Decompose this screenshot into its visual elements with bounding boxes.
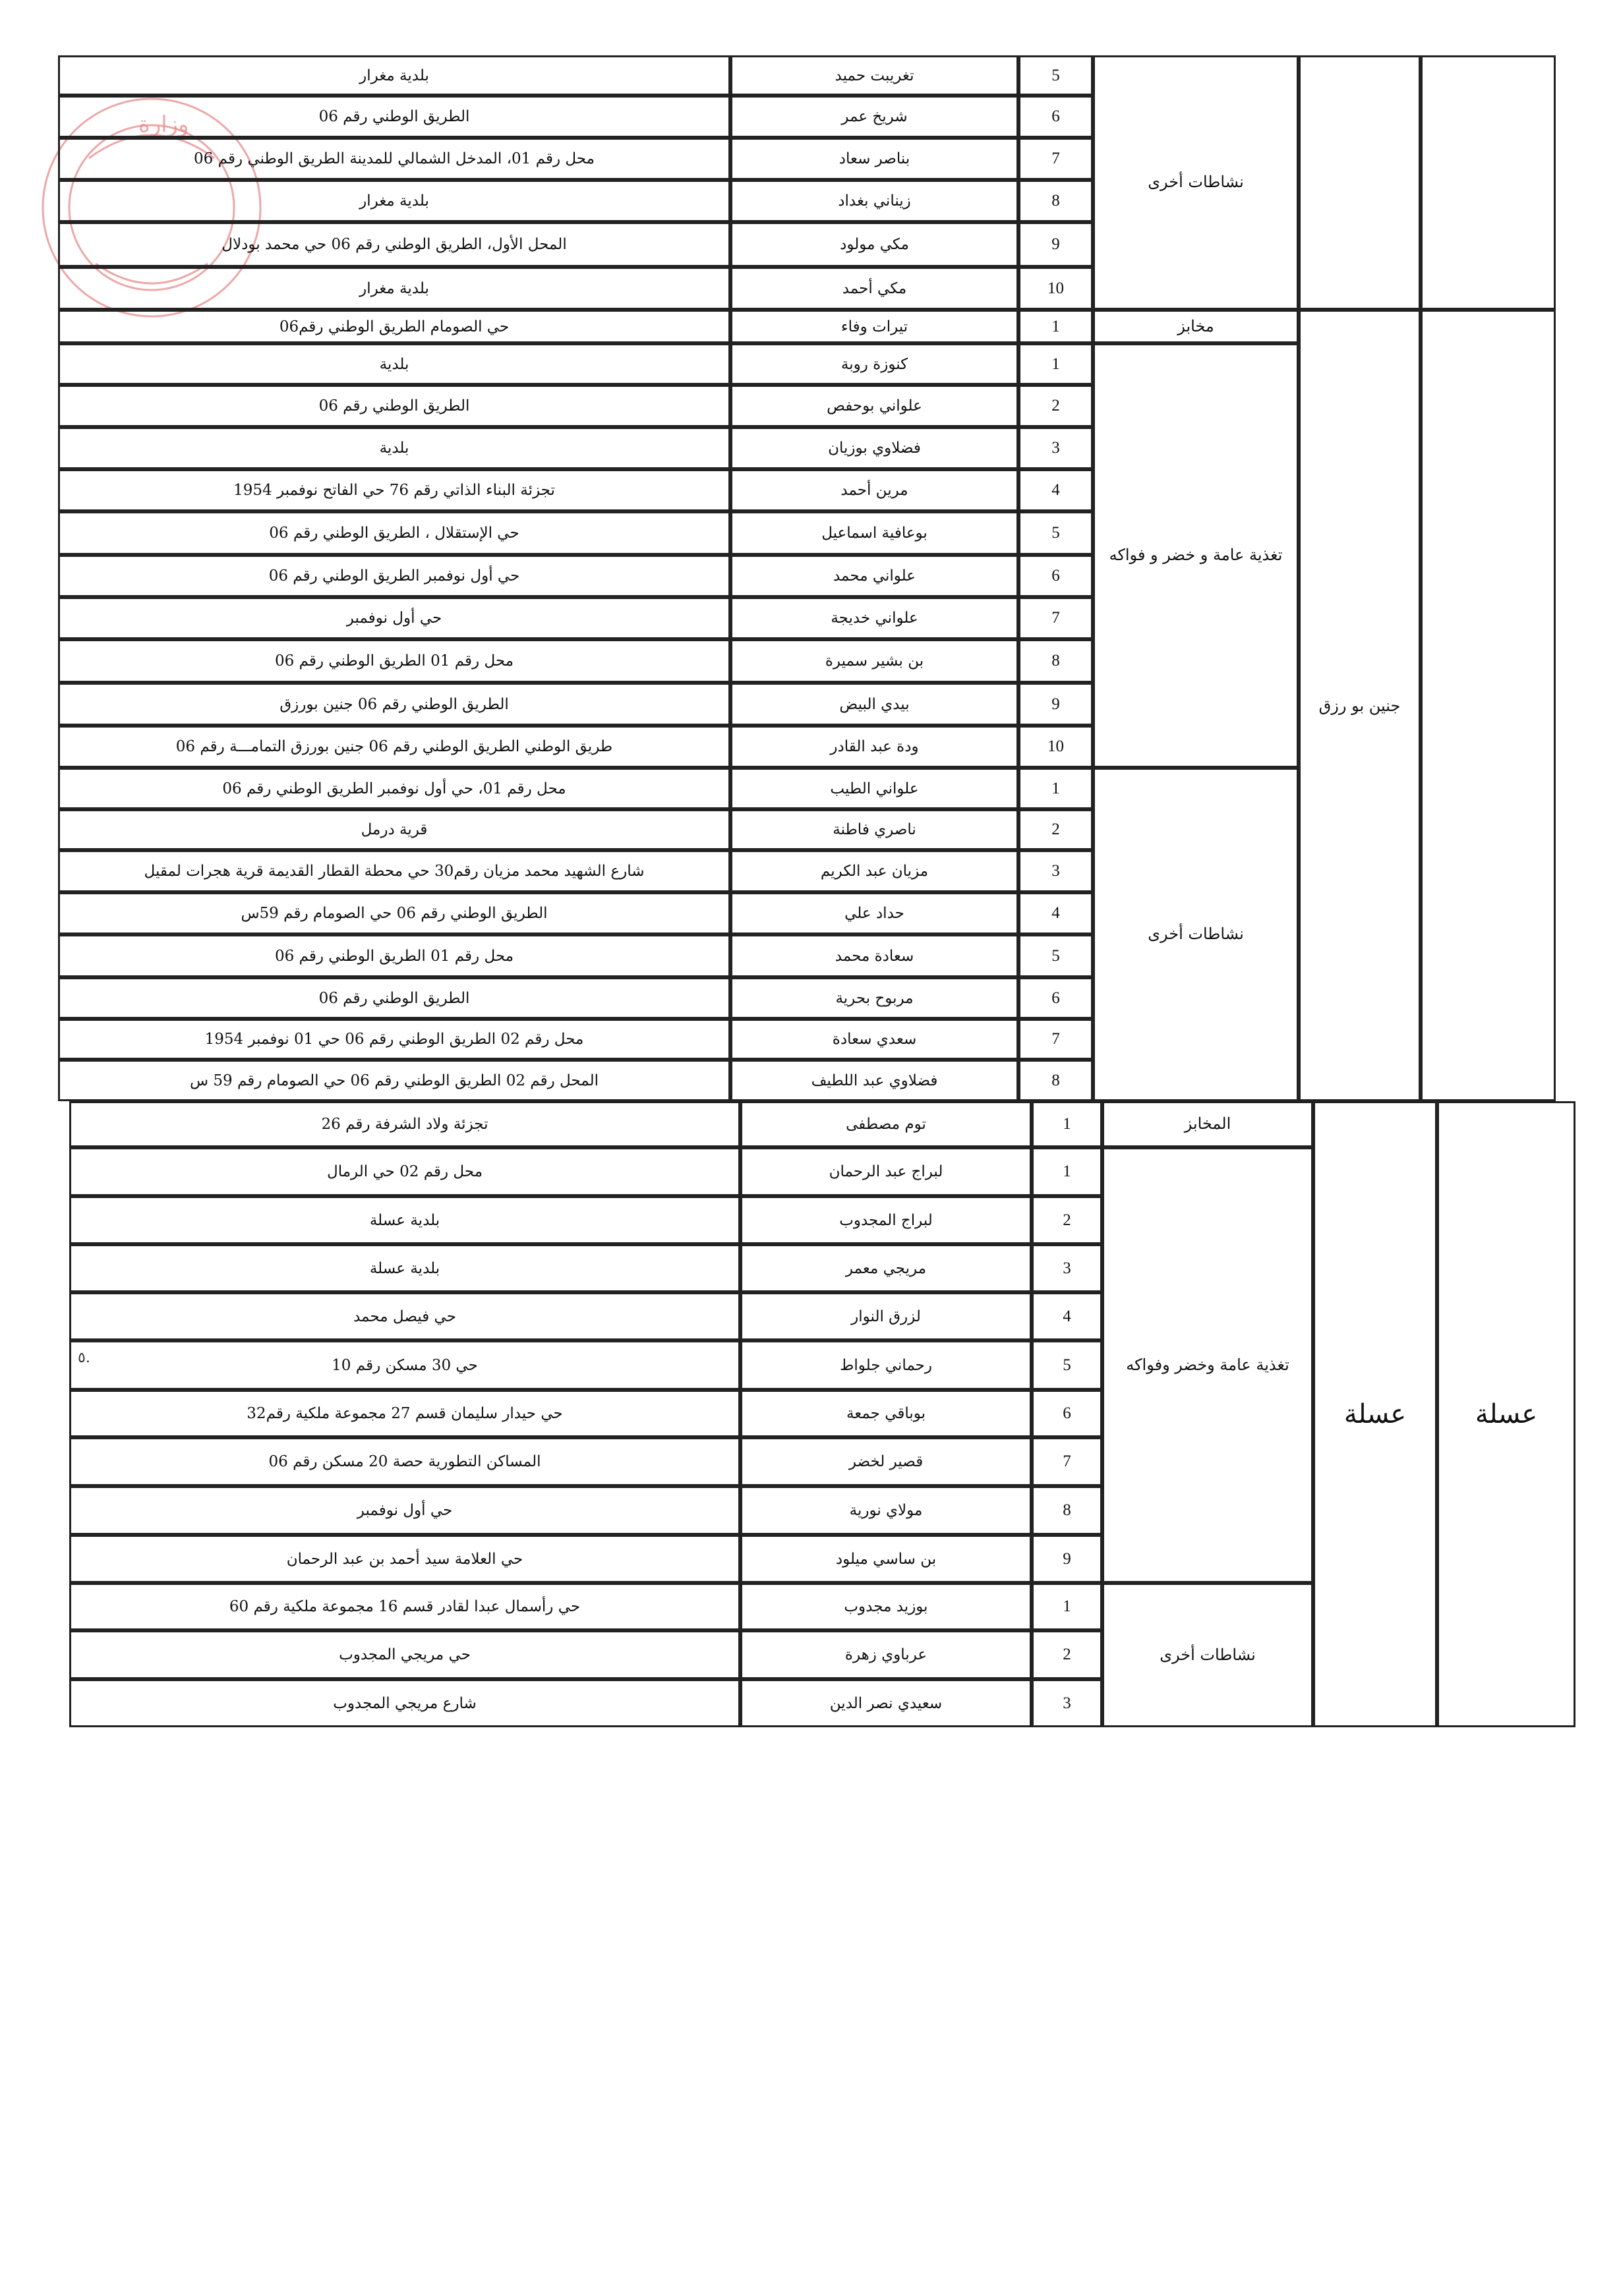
activity-cell [1093,343,1299,768]
row-address [58,934,730,977]
row-number [1018,639,1093,683]
row-name-text: لبراج المجدوب [839,1211,933,1229]
row-name-text: سعيدي نصر الدين [829,1694,943,1712]
row-number-text: 7 [1051,150,1060,167]
row-address [58,850,730,892]
activity-cell [1102,1147,1313,1583]
row-name [740,1437,1032,1486]
row-number-text: 5 [1051,946,1060,965]
row-number [1018,555,1093,597]
row-number [1018,511,1093,555]
row-number-text: 2 [1051,397,1060,415]
activity-cell [1093,55,1299,310]
row-name [730,222,1018,267]
row-name [730,809,1018,850]
row-number-text: 2 [1063,1211,1071,1229]
row-name [730,768,1018,809]
row-name-text: قصير لخضر [848,1453,924,1470]
row-name-text: مرين أحمد [840,482,908,499]
row-number [1018,683,1093,726]
row-number-text: 3 [1051,439,1060,457]
row-name [730,55,1018,96]
row-name [730,555,1018,597]
row-number [1018,310,1093,343]
row-name [730,310,1018,343]
row-number-text: 10 [1047,737,1064,755]
row-name [730,267,1018,310]
row-number [1032,1583,1102,1630]
activity-cell-text: تغذية عامة وخضر وفواكه [1126,1355,1289,1374]
row-name-text: مكي مولود [840,236,909,253]
lower-town-cell [1421,55,1556,310]
row-number [1018,138,1093,180]
row-name [730,511,1018,555]
row-address-text: حي 30 مسكن رقم 10 [332,1356,478,1374]
row-name-text: رحماني جلواط [840,1356,932,1374]
row-name-text: لبراج عبد الرحمان [829,1163,943,1180]
row-address [58,726,730,768]
row-address [69,1340,740,1390]
row-address [58,683,730,726]
row-name [730,427,1018,469]
row-address [58,597,730,639]
row-name [740,1292,1032,1340]
activity-cell-text: نشاطات أخرى [1148,925,1244,944]
activity-cell [1102,1583,1313,1727]
row-number-text: 1 [1063,1597,1071,1615]
row-name [730,639,1018,683]
row-number-text: 2 [1063,1646,1071,1663]
row-number-text: 5 [1051,66,1060,84]
row-number-text: 7 [1063,1452,1071,1470]
row-name-text: مزيان عبد الكريم [820,863,929,880]
row-address-text: محل رقم 01 الطريق الوطني رقم 06 [274,652,514,670]
row-number [1032,1244,1102,1292]
row-name-text: عرباوي زهرة [844,1646,927,1663]
row-name [730,892,1018,934]
row-name-text: علواني بوحفص [827,397,922,415]
row-number-text: 1 [1051,779,1060,797]
row-address-text: حي العلامة سيد أحمد بن عبد الرحمان [286,1550,523,1568]
row-address [58,55,730,96]
row-number [1032,1630,1102,1679]
row-number [1018,267,1093,310]
row-number-text: 6 [1051,989,1060,1007]
row-name-text: بناصر سعاد [839,150,910,167]
row-number-text: 9 [1063,1549,1071,1568]
row-number-text: 7 [1051,1030,1060,1048]
row-address-text: حي أول نوفمبر [357,1502,453,1519]
row-name [740,1340,1032,1390]
row-name-text: مولاي نورية [849,1502,923,1519]
row-name-text: سعادة محمد [835,947,914,965]
row-number [1018,469,1093,511]
activity-cell-text: مخابز [1177,316,1214,335]
row-number [1032,1437,1102,1486]
row-number-text: 3 [1063,1694,1071,1712]
row-address [69,1630,740,1679]
row-address [58,1060,730,1101]
row-address-text: بلدية عسلة [369,1211,440,1229]
row-name-text: تغريبت حميد [835,67,914,84]
town-cell [1313,1101,1437,1727]
row-name-text: مكي أحمد [842,279,907,297]
row-name [730,343,1018,385]
row-number-text: 2 [1051,820,1060,838]
row-address [69,1583,740,1630]
row-address-text: محل رقم 01، المدخل الشمالي للمدينة الطريق الوطني رقم 06 [194,150,595,167]
town-cell-text: جنين بو رزق [1318,696,1401,715]
margin-mark: ٥. [78,1350,90,1366]
row-name [730,934,1018,977]
row-number [1032,1486,1102,1535]
row-number-text: 6 [1051,107,1060,125]
activity-cell [1093,310,1299,343]
row-address [69,1244,740,1292]
row-address-text: حي فيصل محمد [353,1307,456,1325]
row-number-text: 5 [1051,524,1060,542]
row-name-text: توم مصطفى [846,1116,926,1133]
row-address [58,511,730,555]
row-address [58,555,730,597]
row-address-text: تجزئة ولاد الشرفة رقم 26 [321,1116,488,1133]
row-name [730,1060,1018,1101]
row-address [69,1101,740,1147]
row-number-text: 4 [1063,1307,1071,1325]
row-number [1018,597,1093,639]
row-address-text: شارع مريجي المجدوب [333,1694,477,1712]
row-name-text: ودة عبد القادر [830,738,919,755]
row-address [58,180,730,222]
row-address-text: حي أول نوفمبر [346,610,442,627]
row-address [58,222,730,267]
row-address-text: حي رأسمال عبدا لقادر قسم 16 مجموعة ملكية رقم 60 [229,1598,581,1615]
row-name [740,1147,1032,1196]
row-number-text: 8 [1051,192,1060,210]
row-number-text: 8 [1051,652,1060,670]
row-number [1018,222,1093,267]
row-name [730,683,1018,726]
row-name-text: بوعافية اسماعيل [821,525,927,542]
row-address-text: محل رقم 01 الطريق الوطني رقم 06 [274,947,514,965]
row-address [69,1437,740,1486]
activity-cell [1093,768,1299,1101]
activity-cell-text: المخابز [1184,1114,1231,1134]
row-name-text: مربوح بحرية [835,989,914,1007]
row-number [1032,1340,1102,1390]
row-number [1018,768,1093,809]
row-name-text: ناصري فاطنة [833,821,916,838]
town-cell-text: عسلة [1343,1399,1407,1429]
row-number-text: 3 [1063,1259,1071,1277]
row-number-text: 5 [1063,1356,1071,1374]
row-number [1018,892,1093,934]
row-address-text: المساكن التطورية حصة 20 مسكن رقم 06 [268,1453,541,1470]
row-number-text: 7 [1051,609,1060,627]
activity-cell-text: تغذية عامة و خضر و فواكه [1109,546,1283,565]
row-address-text: بلدية مغرار [359,279,429,297]
activity-cell [1102,1101,1313,1147]
row-address-text: الطريق الوطني رقم 06 حي الصومام رقم 59س [241,905,548,922]
row-number-text: 4 [1051,904,1060,922]
row-address-text: تجزئة البناء الذاتي رقم 76 حي الفاتح نوفمبر 1954 [233,482,555,499]
row-number [1018,977,1093,1019]
row-address-text: المحل الأول، الطريق الوطني رقم 06 حي محمد بودلال [221,236,567,253]
row-address-text: حي مريجي المجدوب [339,1646,471,1663]
row-address-text: حي حيدار سليمان قسم 27 مجموعة ملكية رقم32 [247,1405,563,1422]
row-name [740,1535,1032,1583]
row-number-text: 8 [1051,1071,1060,1089]
row-number-text: 10 [1047,279,1064,297]
row-number-text: 9 [1051,235,1060,253]
row-number [1032,1292,1102,1340]
row-name-text: حداد علي [844,905,904,922]
row-address-text: الطريق الوطني رقم 06 [318,989,470,1007]
row-address [58,892,730,934]
row-number [1032,1196,1102,1244]
row-address-text: حي الإستقلال ، الطريق الوطني رقم 06 [269,525,519,542]
row-address-text: محل رقم 01، حي أول نوفمبر الطريق الوطني رقم 06 [222,780,566,797]
row-name [730,96,1018,138]
row-address [69,1196,740,1244]
row-address [58,1019,730,1060]
row-name-text: زيناني بغداد [838,192,911,210]
row-address-text: بلدية [379,355,409,373]
row-number [1032,1147,1102,1196]
lower-town-cell [1421,310,1556,1101]
row-number [1018,809,1093,850]
row-number [1018,934,1093,977]
row-name-text: فضلاوي عبد اللطيف [811,1072,938,1089]
row-address-text: الطريق الوطني رقم 06 جنين بورزق [280,695,509,713]
row-address-text: محل رقم 02 حي الرمال [326,1163,483,1180]
row-number [1032,1390,1102,1437]
row-name [740,1486,1032,1535]
lower-town-cell-text: عسلة [1475,1399,1538,1429]
row-address [58,96,730,138]
row-name-text: مريجي معمر [845,1259,927,1277]
row-number [1032,1535,1102,1583]
row-name-text: فضلاوي بوزيان [828,440,921,457]
row-address-text: بلدية عسلة [369,1259,440,1277]
row-name-text: بيدي البيض [839,695,910,713]
row-name-text: سعدي سعادة [832,1031,917,1048]
row-address [58,639,730,683]
row-number [1018,427,1093,469]
row-name [730,726,1018,768]
row-name-text: تيرات وفاء [840,318,908,335]
row-address [69,1535,740,1583]
row-address-text: بلدية مغرار [359,192,429,210]
row-name-text: شريخ عمر [841,108,908,125]
row-number-text: 8 [1063,1501,1071,1519]
row-address [58,343,730,385]
row-number-text: 1 [1051,317,1060,335]
row-number [1018,55,1093,96]
row-address-text: قرية درمل [361,821,428,838]
row-number-text: 9 [1051,695,1060,713]
row-name [740,1390,1032,1437]
lower-town-cell [1437,1101,1575,1727]
row-number-text: 6 [1063,1404,1071,1422]
row-name-text: بن ساسي ميلود [835,1550,937,1568]
row-address-text: بلدية [379,440,409,457]
row-address-text: محل رقم 02 الطريق الوطني رقم 06 حي 01 نوفمبر 1954 [204,1031,584,1048]
row-name [740,1196,1032,1244]
row-name [740,1630,1032,1679]
row-address [58,768,730,809]
row-address-text: شارع الشهيد محمد مزيان رقم30 حي محطة القطار القديمة قرية هجرات لمقيل [144,863,645,880]
row-address-text: حي الصومام الطريق الوطني رقم06 [279,318,510,335]
row-name [730,977,1018,1019]
row-number [1018,96,1093,138]
row-name-text: بوباقي جمعة [846,1405,926,1422]
activity-cell-text: نشاطات أخرى [1160,1645,1256,1664]
town-cell [1299,310,1421,1101]
row-address [58,310,730,343]
row-number-text: 4 [1051,481,1060,499]
row-number-text: 1 [1063,1162,1071,1180]
row-number [1032,1101,1102,1147]
row-name [730,138,1018,180]
row-number [1018,180,1093,222]
row-name [730,469,1018,511]
row-name [740,1679,1032,1727]
row-name-text: علواني محمد [833,567,916,585]
row-name [730,180,1018,222]
row-name [730,1019,1018,1060]
row-address [69,1147,740,1196]
row-address [58,809,730,850]
row-name [740,1583,1032,1630]
town-cell [1299,55,1421,310]
row-name-text: علواني الطيب [830,780,919,797]
stamp-text: وزارة [138,111,189,138]
row-address [69,1486,740,1535]
row-number [1018,726,1093,768]
row-address [69,1390,740,1437]
row-number-text: 3 [1051,862,1060,880]
activity-cell-text: نشاطات أخرى [1148,173,1244,192]
row-address [58,138,730,180]
row-number [1018,850,1093,892]
row-address-text: طريق الوطني الطريق الوطني رقم 06 جنين بورزق التمامـــة رقم 06 [175,738,613,755]
row-address-text: الطريق الوطني رقم 06 [318,108,470,125]
row-address [58,385,730,427]
row-number-text: 6 [1051,567,1060,585]
row-address-text: المحل رقم 02 الطريق الوطني رقم 06 حي الصومام رقم 59 س [190,1072,599,1089]
row-address-text: الطريق الوطني رقم 06 [318,397,470,415]
row-address [69,1679,740,1727]
row-address [69,1292,740,1340]
row-name-text: بن بشير سميرة [825,652,924,670]
row-number [1032,1679,1102,1727]
row-address [58,977,730,1019]
row-address [58,267,730,310]
row-name-text: لزرق النوار [851,1307,921,1325]
row-name [740,1244,1032,1292]
row-number-text: 1 [1063,1115,1071,1133]
row-name-text: بوزيد مجدوب [844,1598,928,1615]
row-name [740,1101,1032,1147]
row-name [730,385,1018,427]
row-address [58,469,730,511]
row-number-text: 1 [1051,355,1060,373]
row-number [1018,1060,1093,1101]
row-number [1018,385,1093,427]
row-name-text: كنوزة روبة [840,355,908,373]
row-address [58,427,730,469]
row-name [730,850,1018,892]
row-address-text: حي أول نوفمبر الطريق الوطني رقم 06 [268,567,520,585]
row-address-text: بلدية مغرار [359,67,429,84]
row-number [1018,1019,1093,1060]
row-number [1018,343,1093,385]
row-name [730,597,1018,639]
row-name-text: علواني خديجة [831,610,918,627]
